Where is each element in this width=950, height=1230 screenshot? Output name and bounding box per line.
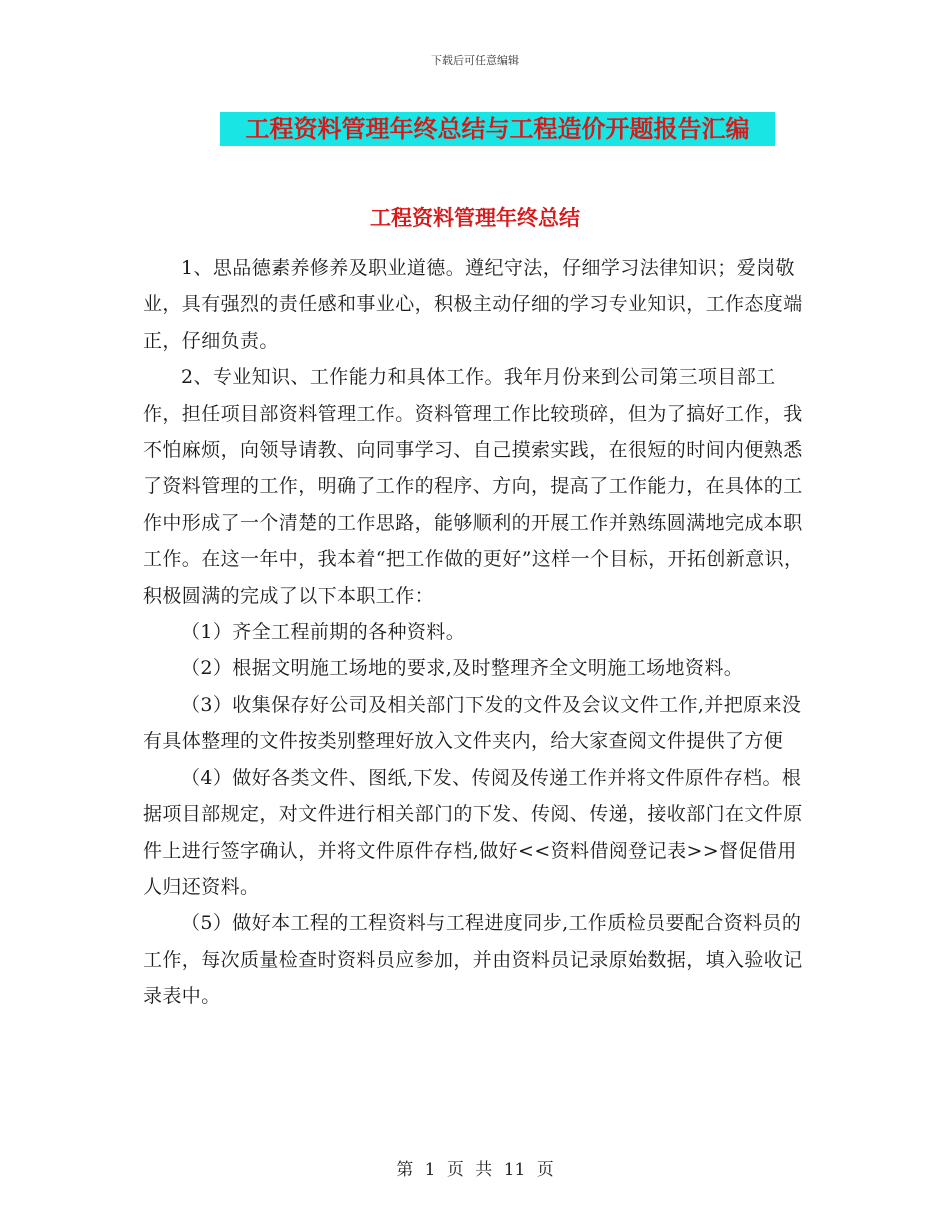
list-item-2: （2）根据文明施工场地的要求,及时整理齐全文明施工场地资料。 — [181, 657, 744, 680]
list-item-1: （1）齐全工程前期的各种资料。 — [181, 621, 466, 644]
list-item-5: （5）做好本工程的工程资料与工程进度同步,工作质检员要配合资料员的工作，每次质量检查时资料员应参加，并由资料员记录原始数据，填入验收记录表中。 — [143, 912, 803, 1008]
paragraph-1: 1、思品德素养修养及职业道德。遵纪守法，仔细学习法律知识；爱岗敬业，具有强烈的责任感和事业心，积极主动仔细的学习专业知识，工作态度端正，仔细负责。 — [143, 257, 803, 352]
page-footer: 第 1 页 共 11 页 — [396, 1160, 554, 1180]
list-item-4: （4）做好各类文件、图纸,下发、传阅及传递工作并将文件原件存档。根据项目部规定，对文件进行相关部门的下发、传阅、传递，接收部门在文件原件上进行签字确认，并将文件原件存档,做好<<资料借阅登记表>>督促借用人归还资料。 — [143, 766, 803, 898]
list-item-3: （3）收集保存好公司及相关部门下发的文件及会议文件工作,并把原来没有具体整理的文件按类别整理好放入文件夹内，给大家查阅文件提供了方便 — [143, 693, 802, 753]
section-title: 工程资料管理年终总结 — [370, 205, 580, 230]
paragraph-2: 2、专业知识、工作能力和具体工作。我年月份来到公司第三项目部工作，担任项目部资料管理工作。资料管理工作比较琐碎，但为了搞好工作，我不怕麻烦，向领导请教、向同事学习、自己摸索实践，在很短的时间内便熟悉了资料管理的工作，明确了工作的程序、方向，提高了工作能力，在具体的工作中形成了一个清楚的工作思路，能够顺利的开展工作并熟练圆满地完成本职工作。在这一年中，我本着“把工作做的更好”这样一个目标，开拓创新意识，积极圆满的完成了以下本职工作： — [143, 366, 804, 607]
header-note: 下载后可任意编辑 — [431, 54, 519, 67]
document-body — [143, 250, 813, 1015]
document-title: 工程资料管理年终总结与工程造价开题报告汇编 — [220, 112, 775, 146]
